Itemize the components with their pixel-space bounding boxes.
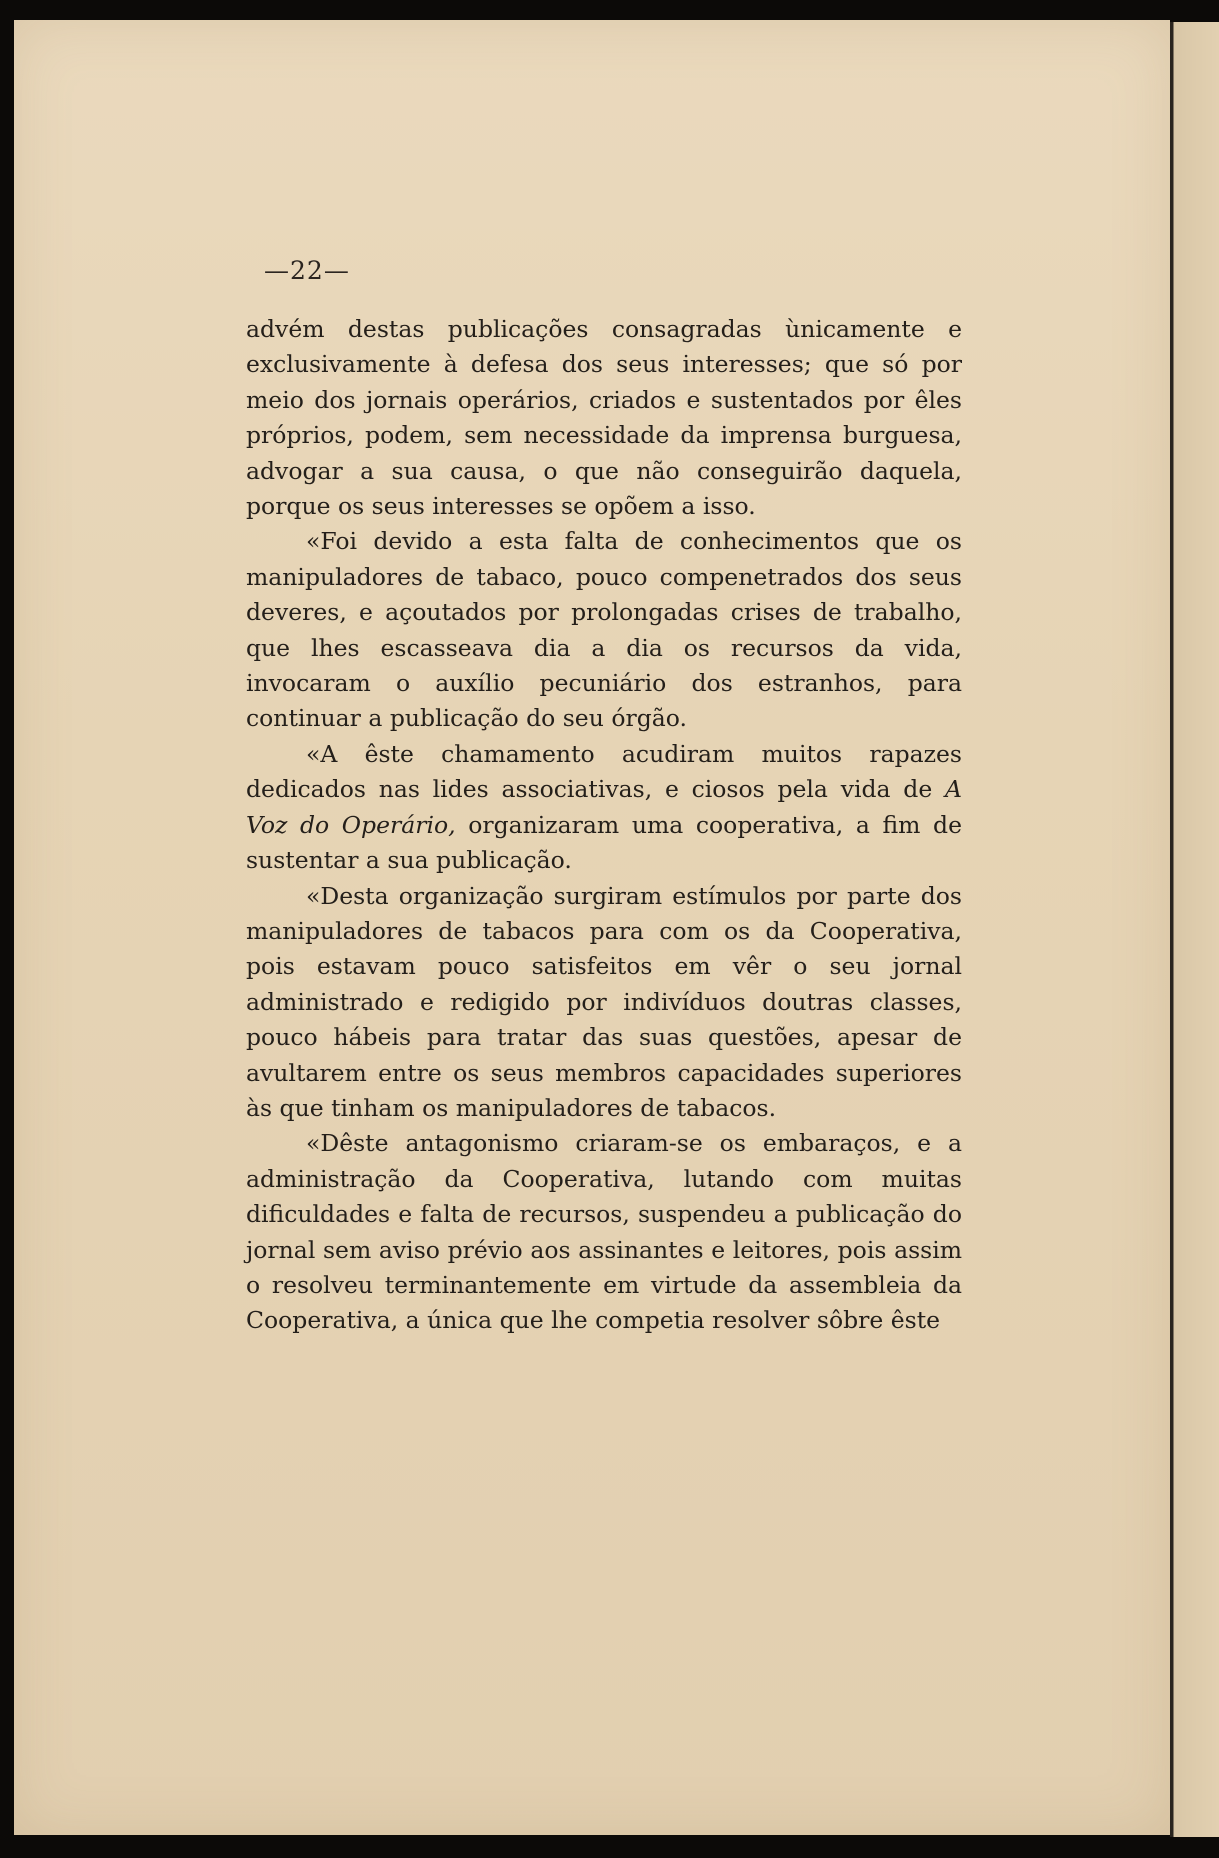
adjacent-page-edge xyxy=(1170,22,1219,1837)
paragraph-3-start: «A êste chamamento acudiram muitos rapazes dedicados nas lides associativas, e ciosos pela vida de xyxy=(246,739,962,804)
paragraph-4: «Desta organização surgiram estímulos por parte dos manipuladores de tabacos para com os da Cooperativa, pois estavam pouco satisfeitos em vêr o seu jornal administrado e redigido por indivíduos doutras classes, pouco hábeis para tratar das suas questões, apesar de avultarem entre os seus membros capacidades superiores às que tinham os manipuladores de tabacos. xyxy=(246,881,962,1122)
page-number-value: 22 xyxy=(290,256,324,285)
paragraph-3 xyxy=(246,737,962,879)
body-text xyxy=(246,312,962,1339)
paragraph-5: «Dêste antagonismo criaram-se os embaraços, e a administração da Cooperativa, lutando com muitas dificuldades e falta de recursos, suspendeu a publicação do jornal sem aviso prévio aos assinantes e leitores, pois assim o resolveu terminantemente em virtude da assembleia da Cooperativa, a única que lhe competia resolver sôbre êste xyxy=(246,1129,962,1335)
paragraph-2: «Foi devido a esta falta de conhecimentos que os manipuladores de tabaco, pouco compenetrados dos seus deveres, e açoutados por prolongadas crises de trabalho, que lhes escasseava dia a dia os recursos da vida, invocaram o auxílio pecuniário dos estranhos, para continuar a publicação do seu órgão. xyxy=(246,527,962,733)
newspaper-title: A Voz do Operário, xyxy=(246,775,962,839)
paragraph-1: advém destas publicações consagradas ùnicamente e exclusivamente à defesa dos seus interesses; que só por meio dos jornais operários, criados e sustentados por êles próprios, podem, sem necessidade da imprensa burguesa, advogar a sua causa, o que não conseguirão daquela, porque os seus interesses se opõem a isso. xyxy=(246,315,962,521)
page-number: —22— xyxy=(264,256,350,285)
paragraph-3-end: organizaram uma cooperativa, a fim de sustentar a sua publicação. xyxy=(246,810,962,875)
